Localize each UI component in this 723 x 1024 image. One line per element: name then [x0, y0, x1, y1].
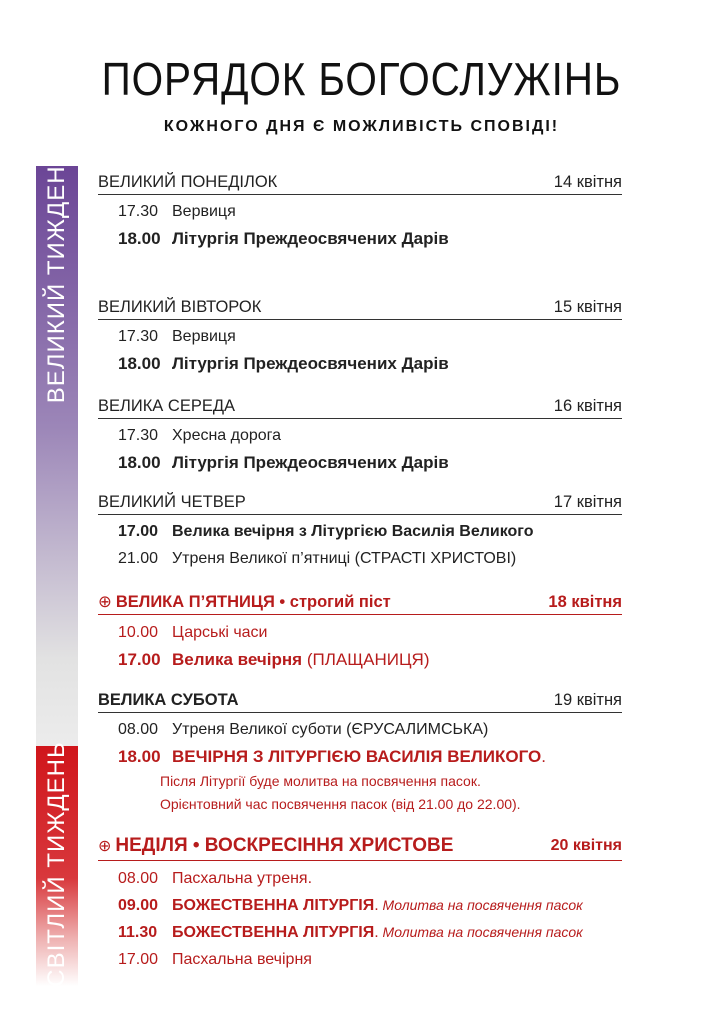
service-text: Велика вечірня з Літургією Василія Великого — [172, 523, 534, 540]
day-date: 19 квітня — [553, 691, 622, 709]
service-row — [98, 946, 622, 973]
day-header — [98, 592, 622, 615]
service-time: 18.00 — [118, 229, 161, 248]
service-row — [98, 865, 622, 892]
service-row — [98, 422, 622, 449]
service-row — [98, 646, 622, 673]
day-name: ВЕЛИКИЙ ЧЕТВЕР — [98, 493, 246, 511]
service-text: Царські часи — [172, 624, 268, 641]
service-extra: . — [374, 924, 379, 941]
service-row — [98, 892, 622, 919]
day-sunday — [98, 836, 622, 973]
note-line: Після Літургії буде молитва на посвячення пасок. — [160, 773, 481, 789]
service-row — [98, 545, 622, 572]
service-extra: . — [374, 897, 379, 914]
service-time: 17.30 — [118, 427, 159, 444]
service-text: Пасхальна утреня. — [172, 870, 313, 887]
service-text: Літургія Преждеосвячених Дарів — [172, 354, 449, 373]
day-name: ВЕЛИКИЙ ВІВТОРОК — [98, 298, 262, 316]
service-text: Вервиця — [172, 328, 236, 345]
service-title: БОЖЕСТВЕННА ЛІТУРГІЯ — [172, 924, 375, 941]
service-title: БОЖЕСТВЕННА ЛІТУРГІЯ — [172, 897, 375, 914]
saturday-notes — [98, 770, 622, 816]
service-row — [98, 518, 622, 545]
service-row — [98, 619, 622, 646]
service-row — [98, 198, 622, 225]
day-header — [98, 492, 622, 515]
day-header — [98, 396, 622, 419]
service-text — [172, 743, 546, 770]
service-text: Утреня Великої п’ятниці (СТРАСТІ ХРИСТОВІ) — [172, 550, 517, 567]
day-date: 16 квітня — [553, 397, 622, 415]
service-text: Вервиця — [172, 203, 236, 220]
service-row — [98, 919, 622, 946]
note-line: Орієнтовний час посвячення пасок (від 21.00 до 22.00). — [160, 796, 521, 812]
day-name: ВЕЛИКИЙ ПОНЕДІЛОК — [98, 173, 278, 191]
service-text: Пасхальна вечірня — [172, 951, 312, 968]
service-time: 17.00 — [118, 650, 161, 669]
service-time: 18.00 — [118, 747, 161, 766]
service-time: 18.00 — [118, 453, 161, 472]
day-friday — [98, 592, 622, 673]
day-header — [98, 172, 622, 195]
day-name — [98, 836, 453, 857]
day-date: 17 квітня — [553, 493, 622, 511]
day-name: ВЕЛИКА СЕРЕДА — [98, 397, 236, 415]
service-extra: . — [541, 747, 546, 766]
service-text: Утреня Великої суботи (ЄРУСАЛИМСЬКА) — [172, 721, 489, 738]
day-saturday — [98, 690, 622, 816]
day-thursday — [98, 492, 622, 572]
service-text: Літургія Преждеосвячених Дарів — [172, 453, 449, 472]
service-row — [98, 350, 622, 377]
service-title: ВЕЧІРНЯ З ЛІТУРГІЄЮ ВАСИЛІЯ ВЕЛИКОГО — [172, 747, 542, 766]
day-date: 18 квітня — [548, 593, 622, 611]
service-row — [98, 323, 622, 350]
day-header — [98, 690, 622, 713]
service-time: 08.00 — [118, 721, 159, 738]
service-text — [172, 919, 583, 946]
day-name-text: ВЕЛИКА П’ЯТНИЦЯ • строгий піст — [115, 593, 391, 611]
day-tuesday — [98, 297, 622, 377]
service-text — [172, 892, 583, 919]
day-date: 20 квітня — [550, 837, 622, 854]
day-header — [98, 297, 622, 320]
day-name: ВЕЛИКА СУБОТА — [98, 691, 239, 709]
service-note: Молитва на посвячення пасок — [378, 924, 583, 940]
service-time: 09.00 — [118, 897, 159, 914]
day-date: 14 квітня — [553, 173, 622, 191]
service-time: 18.00 — [118, 354, 161, 373]
cross-icon: ⊕ — [98, 593, 112, 611]
day-wednesday — [98, 396, 622, 476]
service-time: 17.30 — [118, 203, 159, 220]
service-row — [98, 743, 622, 770]
day-header — [98, 836, 622, 861]
bright-week-band — [36, 741, 78, 987]
page-title: ПОРЯДОК БОГОСЛУЖІНЬ — [101, 53, 622, 105]
service-time: 11.30 — [118, 924, 158, 941]
service-time: 08.00 — [118, 870, 159, 887]
service-row — [98, 449, 622, 476]
day-monday — [98, 172, 622, 252]
great-week-band — [36, 148, 78, 746]
day-name — [98, 592, 391, 612]
service-time: 17.00 — [118, 523, 159, 540]
service-time: 10.00 — [118, 624, 159, 641]
service-title: Велика вечірня — [172, 650, 303, 669]
service-row — [98, 716, 622, 743]
service-text — [172, 646, 429, 673]
service-extra: (ПЛАЩАНИЦЯ) — [302, 650, 430, 669]
service-time: 17.30 — [118, 328, 159, 345]
service-row — [98, 225, 622, 252]
great-week-label: ВЕЛИКИЙ ТИЖДЕНЬ — [43, 148, 70, 404]
bright-week-label: СВІТЛИЙ ТИЖДЕНЬ — [43, 741, 70, 987]
service-text: Літургія Преждеосвячених Дарів — [172, 229, 449, 248]
service-note: Молитва на посвячення пасок — [378, 897, 583, 913]
day-date: 15 квітня — [553, 298, 622, 316]
service-time: 21.00 — [118, 550, 159, 567]
day-name-text: НЕДІЛЯ • ВОСКРЕСІННЯ ХРИСТОВЕ — [115, 835, 454, 856]
service-time: 17.00 — [118, 951, 159, 968]
service-text: Хресна дорога — [172, 427, 282, 444]
cross-icon: ⊕ — [98, 838, 112, 855]
page-subtitle: КОЖНОГО ДНЯ Є МОЖЛИВІСТЬ СПОВІДІ! — [163, 118, 560, 135]
